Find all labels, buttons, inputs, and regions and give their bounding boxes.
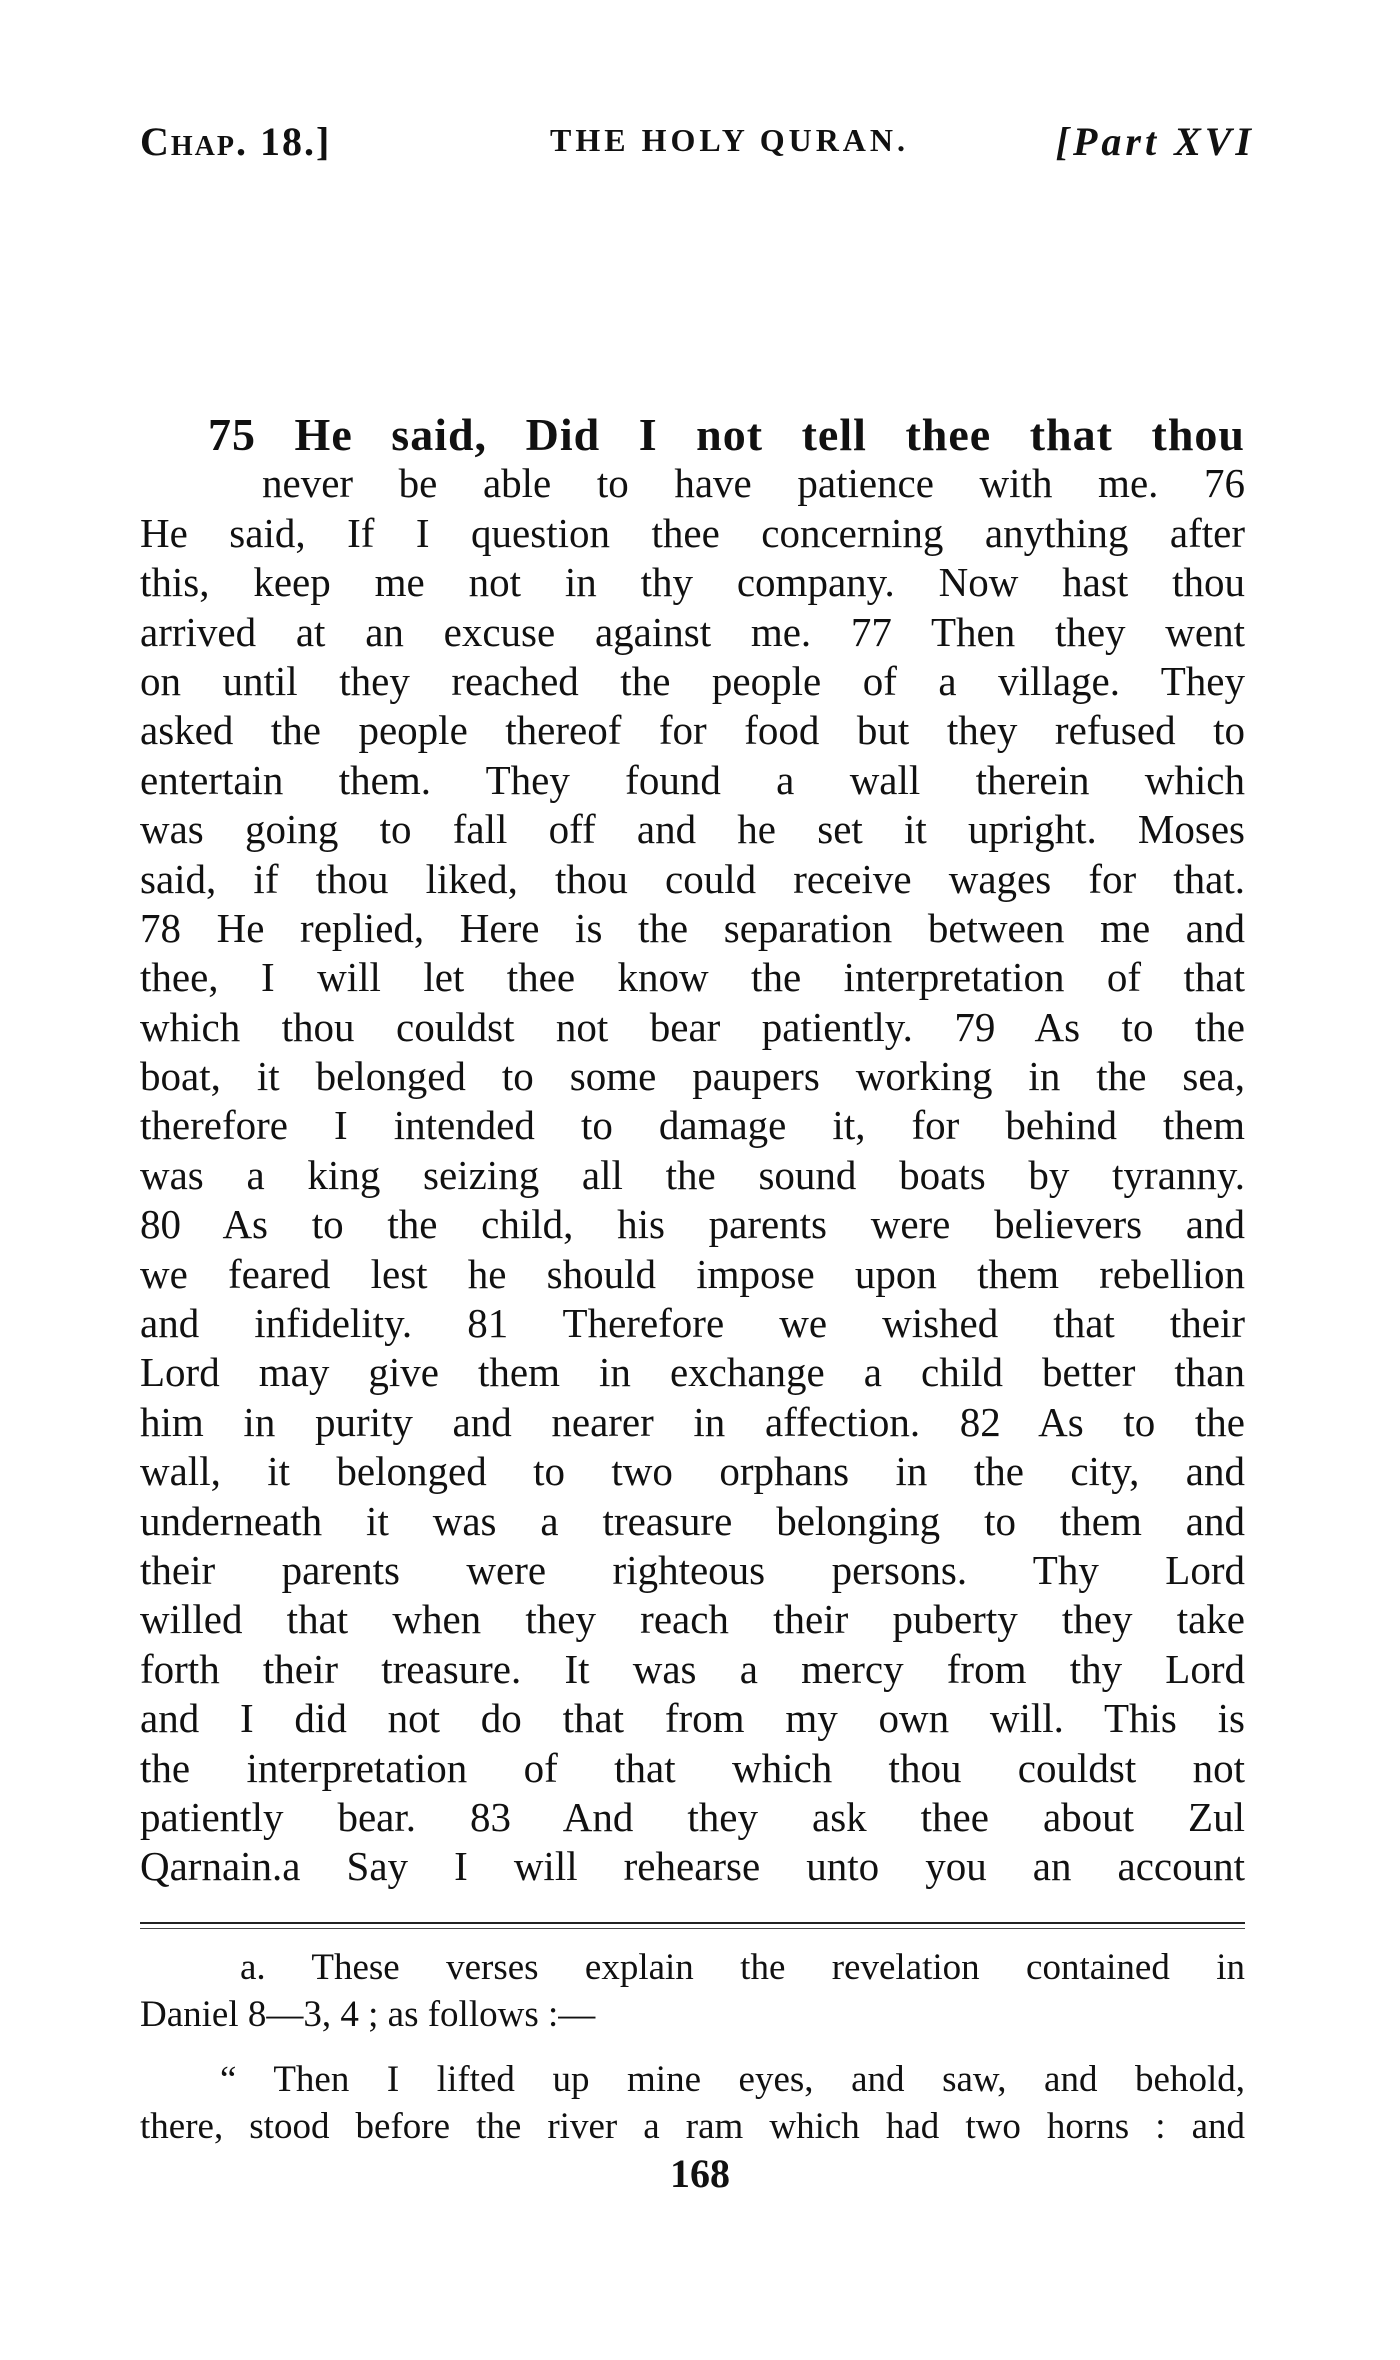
body-line: and infidelity. 81 Therefore we wished that their [140,1300,1245,1347]
body-line: asked the people thereof for food but they refused to [140,707,1245,754]
body-line: boat, it belonged to some paupers working in the sea, [140,1053,1245,1100]
body-line: therefore I intended to damage it, for behind them [140,1102,1245,1149]
header-chapter: Chap. 18.] [140,119,332,164]
body-line: forth their treasure. It was a mercy from thy Lord [140,1645,1245,1692]
body-line: Qarnain.a Say I will rehearse unto you an account [140,1843,1245,1890]
body-line: patiently bear. 83 And they ask thee about Zul [140,1793,1245,1840]
body-line: 80 As to the child, his parents were believers and [140,1201,1245,1248]
page-number: 168 [670,2151,730,2196]
body-line: him in purity and nearer in affection. 82 As to the [140,1398,1245,1445]
body-line: this, keep me not in thy company. Now hast thou [140,559,1245,606]
footnotes [140,1944,1245,2150]
body-text [140,410,1245,1892]
body-line: the interpretation of that which thou couldst not [140,1744,1245,1791]
body-line: entertain them. They found a wall therein which [140,756,1245,803]
body-line: 75 He said, Did I not tell thee that thou [208,409,1245,460]
body-line: Lord may give them in exchange a child better than [140,1349,1245,1396]
header-part: [Part XVI [1055,119,1255,164]
body-line: said, if thou liked, thou could receive wages for that. [140,855,1245,902]
footnote-line: Daniel 8—3, 4 ; as follows :— [140,1994,596,2035]
header-title: THE HOLY QURAN. [550,122,910,158]
body-line: was going to fall off and he set it upright. Moses [140,806,1245,853]
running-header [140,118,1255,178]
footnote-line: “ Then I lifted up mine eyes, and saw, and behold, [220,2059,1245,2100]
footnote-gap [140,2038,1245,2056]
footnote-line: a. These verses explain the revelation contained in [240,1947,1245,1988]
body-line: underneath it was a treasure belonging to them and [140,1497,1245,1544]
body-line: on until they reached the people of a village. They [140,657,1245,704]
footnote-divider-thin [140,1928,1245,1929]
body-line: their parents were righteous persons. Thy Lord [140,1546,1245,1593]
footnote-line: there, stood before the river a ram which had two horns : and [140,2106,1245,2147]
body-line: was a king seizing all the sound boats by tyranny. [140,1151,1245,1198]
body-line: which thou couldst not bear patiently. 79 As to the [140,1003,1245,1050]
footnote-divider [140,1922,1245,1924]
body-line: thee, I will let thee know the interpretation of that [140,954,1245,1001]
body-line: arrived at an excuse against me. 77 Then they went [140,608,1245,655]
body-line: 78 He replied, Here is the separation between me and [140,904,1245,951]
body-line: never be able to have patience with me. 76 [262,460,1245,507]
body-line: and I did not do that from my own will. This is [140,1695,1245,1742]
body-line: He said, If I question thee concerning anything after [140,509,1245,556]
body-line: we feared lest he should impose upon them rebellion [140,1250,1245,1297]
body-line: wall, it belonged to two orphans in the city, and [140,1448,1245,1495]
body-line: willed that when they reach their puberty they take [140,1596,1245,1643]
